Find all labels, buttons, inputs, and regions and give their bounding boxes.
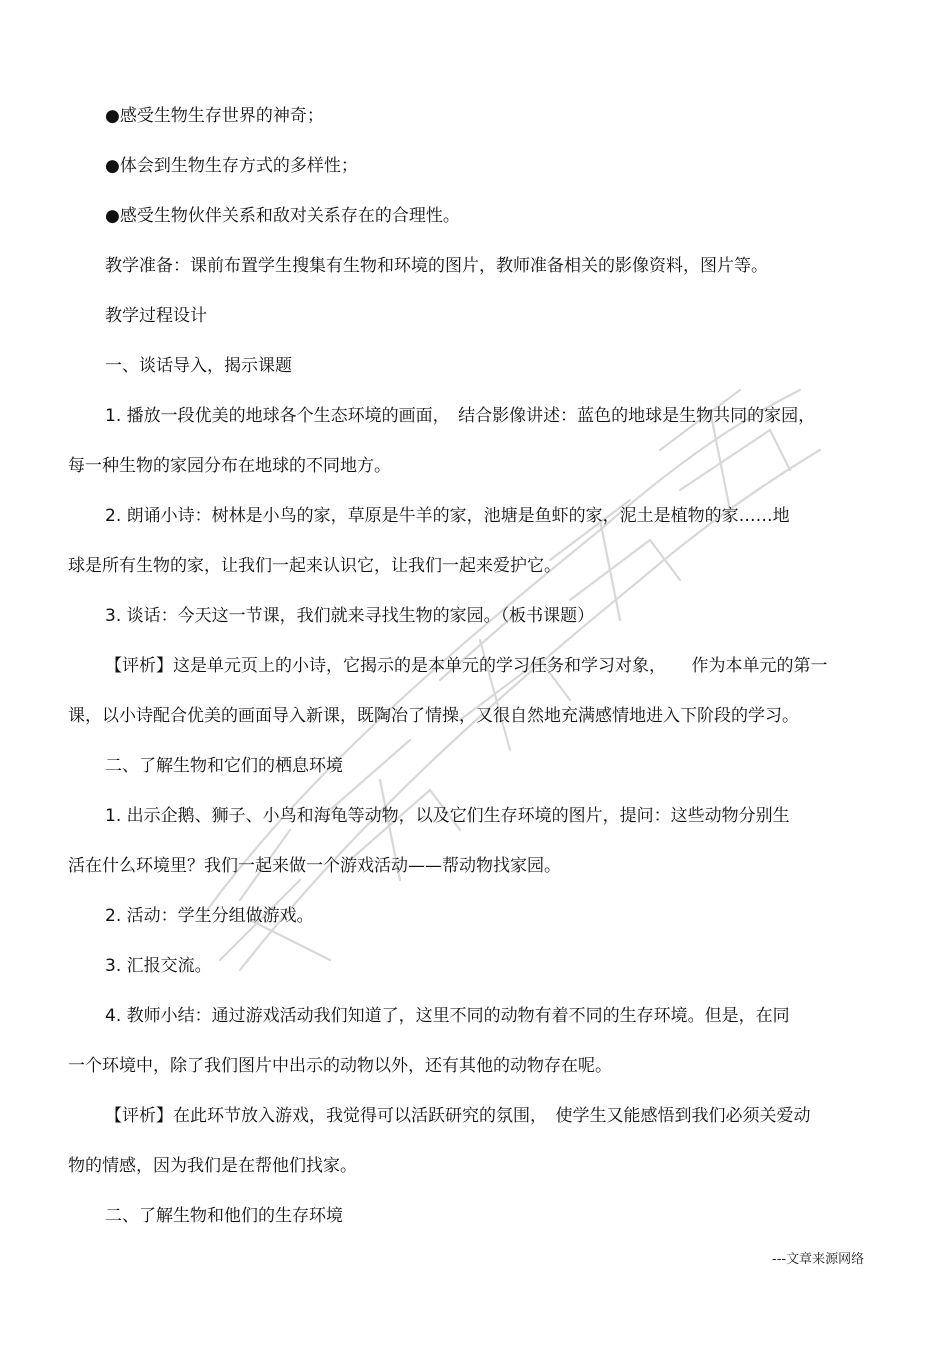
section-heading: 二、了解生物和它们的栖息环境 xyxy=(105,756,343,776)
text-line-7: 1. 播放一段优美的地球各个生态环境的画面， 结合影像讲述：蓝色的地球是生物共同的家园， xyxy=(105,406,816,426)
text-line-22: 物的情感，因为我们是在帮他们找家。 xyxy=(68,1156,357,1176)
section-heading: 二、了解生物和他们的生存环境 xyxy=(105,1206,343,1226)
text-line-4: 教学准备：课前布置学生搜集有生物和环境的图片，教师准备相关的影像资料，图片等。 xyxy=(105,256,768,276)
footer-source: ---文章来源网络 xyxy=(772,1252,865,1267)
text-line-18: 3. 汇报交流。 xyxy=(105,956,212,976)
text-line-17: 2. 活动：学生分组做游戏。 xyxy=(105,906,314,926)
text-line-8: 每一种生物的家园分布在地球的不同地方。 xyxy=(68,456,391,476)
text-line-20: 一个环境中，除了我们图片中出示的动物以外，还有其他的动物存在呢。 xyxy=(68,1056,612,1076)
text-line-15: 1. 出示企鹅、狮子、小鸟和海龟等动物，以及它们生存环境的图片，提问：这些动物分别生 xyxy=(105,806,790,826)
text-line-9: 2. 朗诵小诗：树林是小鸟的家，草原是牛羊的家，池塘是鱼虾的家，泥土是植物的家……地 xyxy=(105,506,790,526)
text-line-2: ●体会到生物生存方式的多样性； xyxy=(105,156,358,176)
section-heading: 教学过程设计 xyxy=(105,306,207,326)
text-line-13: 课，以小诗配合优美的画面导入新课，既陶冶了情操，又很自然地充满感情地进入下阶段的学习。 xyxy=(68,706,799,726)
text-line-3: ●感受生物伙伴关系和敌对关系存在的合理性。 xyxy=(105,206,460,226)
text-line-19: 4. 教师小结：通过游戏活动我们知道了，这里不同的动物有着不同的生存环境。但是，在同 xyxy=(105,1006,790,1026)
text-line-16: 活在什么环境里？我们一起来做一个游戏活动——帮动物找家园。 xyxy=(68,856,561,876)
section-heading: 一、谈话导入，揭示课题 xyxy=(105,356,292,376)
text-line-12: 【评析】这是单元页上的小诗，它揭示的是本单元的学习任务和学习对象， 作为本单元的第一 xyxy=(105,656,828,676)
text-line-11: 3. 谈话：今天这一节课，我们就来寻找生物的家园。（板书课题） xyxy=(105,606,595,626)
text-line-21: 【评析】在此环节放入游戏，我觉得可以活跃研究的氛围， 使学生又能感悟到我们必须关爱动 xyxy=(105,1106,811,1126)
text-line-1: ●感受生物生存世界的神奇； xyxy=(105,106,324,126)
text-line-10: 球是所有生物的家，让我们一起来认识它，让我们一起来爱护它。 xyxy=(68,556,561,576)
